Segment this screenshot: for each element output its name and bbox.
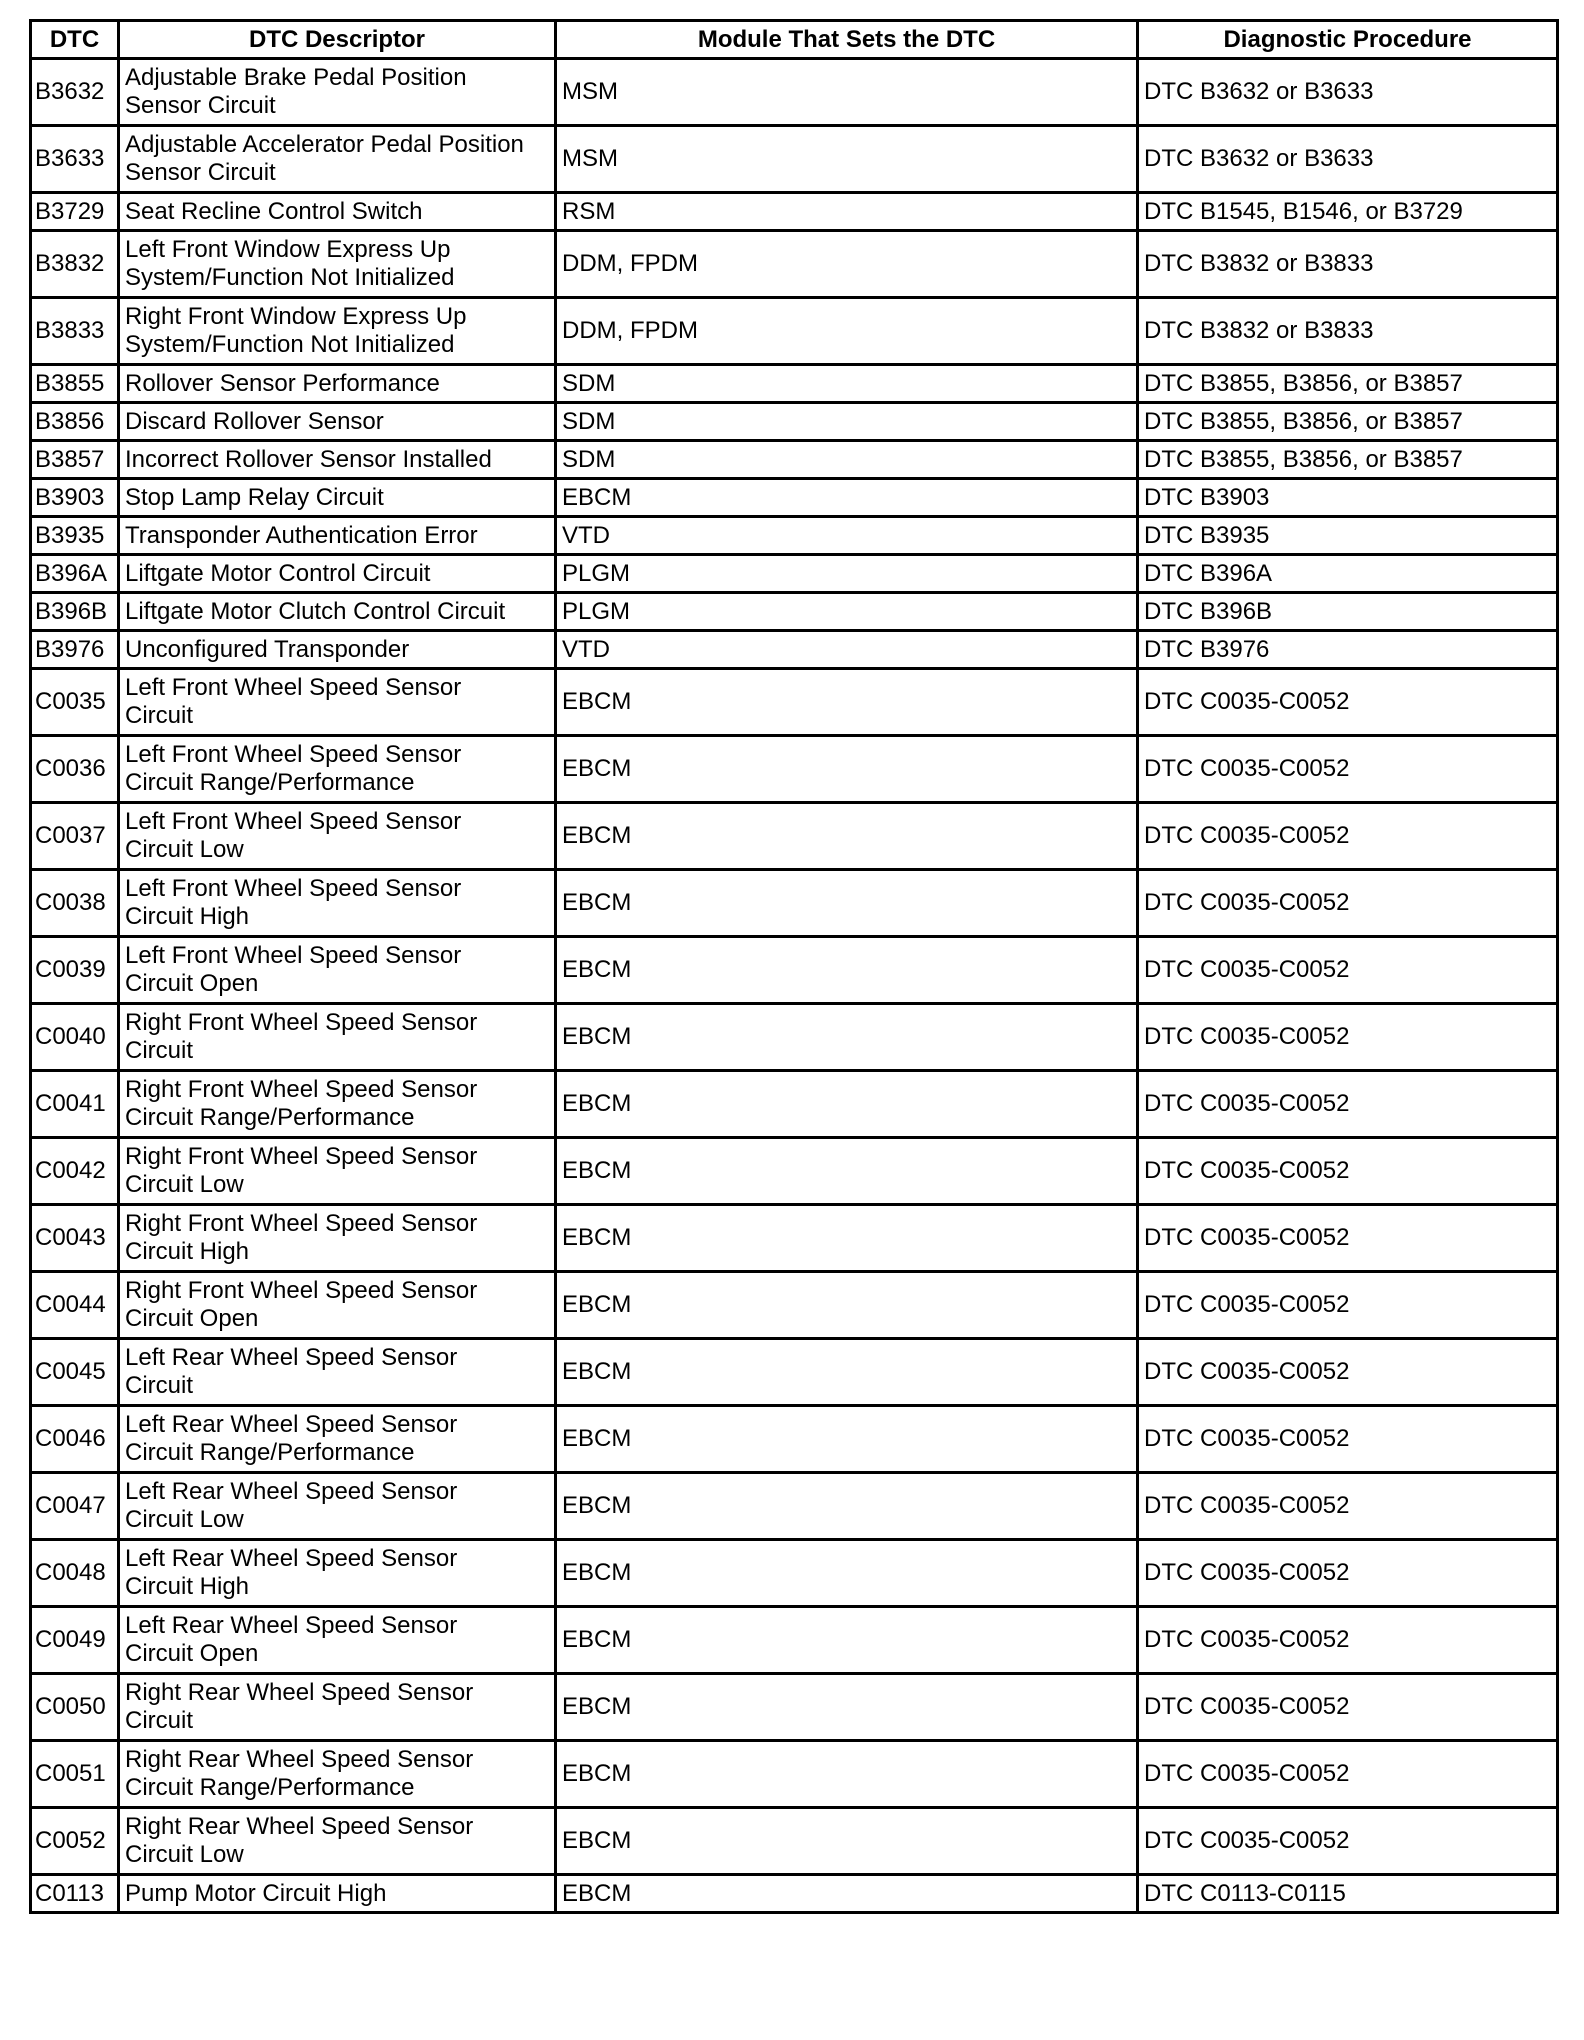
module-cell: EBCM xyxy=(556,1138,1138,1205)
dtc-descriptor-cell xyxy=(119,59,556,126)
module-cell: PLGM xyxy=(556,555,1138,593)
descriptor-line-1: Left Rear Wheel Speed Sensor xyxy=(125,1545,458,1572)
descriptor-line-1: Rollover Sensor Performance xyxy=(125,369,440,397)
table-row xyxy=(31,126,1558,193)
module-cell: EBCM xyxy=(556,479,1138,517)
dtc-descriptor-cell xyxy=(119,669,556,736)
table-row xyxy=(31,1071,1558,1138)
procedure-cell: DTC C0035-C0052 xyxy=(1138,1808,1558,1875)
dtc-code-cell: C0113 xyxy=(31,1875,119,1913)
descriptor-line-2: Circuit High xyxy=(125,1573,250,1600)
descriptor-line-1: Right Front Wheel Speed Sensor xyxy=(125,1143,478,1170)
dtc-code-cell: C0039 xyxy=(31,937,119,1004)
dtc-descriptor-cell xyxy=(119,1339,556,1406)
procedure-cell: DTC B3632 or B3633 xyxy=(1138,59,1558,126)
module-cell: EBCM xyxy=(556,736,1138,803)
descriptor-line-2: Circuit High xyxy=(125,1238,250,1265)
procedure-cell: DTC C0035-C0052 xyxy=(1138,803,1558,870)
descriptor-line-2: Circuit Range/Performance xyxy=(125,769,415,796)
module-cell: VTD xyxy=(556,517,1138,555)
dtc-descriptor-cell xyxy=(119,1674,556,1741)
descriptor-line-2: Circuit Open xyxy=(125,1305,259,1332)
dtc-descriptor-cell xyxy=(119,517,556,555)
table-row xyxy=(31,365,1558,403)
dtc-descriptor-cell xyxy=(119,441,556,479)
descriptor-line-1: Adjustable Brake Pedal Position xyxy=(125,64,467,91)
table-row xyxy=(31,1406,1558,1473)
procedure-cell: DTC C0035-C0052 xyxy=(1138,1473,1558,1540)
dtc-descriptor-cell xyxy=(119,1607,556,1674)
procedure-cell: DTC B3832 or B3833 xyxy=(1138,231,1558,298)
descriptor-line-1: Liftgate Motor Control Circuit xyxy=(125,559,431,587)
dtc-table xyxy=(29,19,1559,1914)
dtc-descriptor-cell xyxy=(119,1741,556,1808)
dtc-code-cell: B3729 xyxy=(31,193,119,231)
table-header-row xyxy=(31,21,1558,59)
module-cell: SDM xyxy=(556,365,1138,403)
procedure-cell: DTC C0035-C0052 xyxy=(1138,1741,1558,1808)
dtc-code-cell: B3855 xyxy=(31,365,119,403)
module-cell: EBCM xyxy=(556,1339,1138,1406)
procedure-cell: DTC B396B xyxy=(1138,593,1558,631)
module-cell: EBCM xyxy=(556,1607,1138,1674)
dtc-code-cell: B3632 xyxy=(31,59,119,126)
table-row xyxy=(31,1205,1558,1272)
descriptor-line-2: Circuit xyxy=(125,1707,194,1734)
descriptor-line-2: System/Function Not Initialized xyxy=(125,264,455,291)
dtc-descriptor-cell xyxy=(119,403,556,441)
descriptor-line-1: Adjustable Accelerator Pedal Position xyxy=(125,131,524,158)
descriptor-line-2: Circuit High xyxy=(125,903,250,930)
procedure-cell: DTC B3935 xyxy=(1138,517,1558,555)
descriptor-line-1: Left Front Wheel Speed Sensor xyxy=(125,741,462,768)
dtc-code-cell: C0042 xyxy=(31,1138,119,1205)
module-cell: EBCM xyxy=(556,1272,1138,1339)
dtc-descriptor-cell xyxy=(119,803,556,870)
descriptor-line-2: Circuit Low xyxy=(125,1171,244,1198)
procedure-cell: DTC B3632 or B3633 xyxy=(1138,126,1558,193)
module-cell: EBCM xyxy=(556,870,1138,937)
descriptor-line-1: Liftgate Motor Clutch Control Circuit xyxy=(125,597,506,625)
procedure-cell: DTC B396A xyxy=(1138,555,1558,593)
header-procedure: Diagnostic Procedure xyxy=(1138,21,1558,59)
descriptor-line-1: Right Rear Wheel Speed Sensor xyxy=(125,1813,474,1840)
descriptor-line-1: Right Front Wheel Speed Sensor xyxy=(125,1210,478,1237)
table-row xyxy=(31,231,1558,298)
dtc-descriptor-cell xyxy=(119,1138,556,1205)
dtc-code-cell: B3976 xyxy=(31,631,119,669)
module-cell: EBCM xyxy=(556,1071,1138,1138)
table-row xyxy=(31,1875,1558,1913)
dtc-code-cell: C0045 xyxy=(31,1339,119,1406)
descriptor-line-1: Transponder Authentication Error xyxy=(125,521,478,549)
descriptor-line-2: Circuit Low xyxy=(125,1841,244,1868)
module-cell: EBCM xyxy=(556,803,1138,870)
procedure-cell: DTC C0035-C0052 xyxy=(1138,1138,1558,1205)
dtc-code-cell: C0048 xyxy=(31,1540,119,1607)
descriptor-line-1: Discard Rollover Sensor xyxy=(125,407,384,435)
procedure-cell: DTC C0035-C0052 xyxy=(1138,736,1558,803)
dtc-code-cell: B3903 xyxy=(31,479,119,517)
descriptor-line-2: Circuit Low xyxy=(125,1506,244,1533)
table-row xyxy=(31,403,1558,441)
procedure-cell: DTC C0035-C0052 xyxy=(1138,937,1558,1004)
module-cell: SDM xyxy=(556,403,1138,441)
dtc-descriptor-cell xyxy=(119,1540,556,1607)
dtc-code-cell: C0052 xyxy=(31,1808,119,1875)
table-row xyxy=(31,517,1558,555)
dtc-code-cell: B396B xyxy=(31,593,119,631)
module-cell: EBCM xyxy=(556,1540,1138,1607)
table-row xyxy=(31,1741,1558,1808)
dtc-code-cell: B3833 xyxy=(31,298,119,365)
table-row xyxy=(31,937,1558,1004)
table-row xyxy=(31,870,1558,937)
descriptor-line-1: Right Front Wheel Speed Sensor xyxy=(125,1076,478,1103)
dtc-descriptor-cell xyxy=(119,1071,556,1138)
dtc-descriptor-cell xyxy=(119,1272,556,1339)
module-cell: EBCM xyxy=(556,1473,1138,1540)
procedure-cell: DTC C0113-C0115 xyxy=(1138,1875,1558,1913)
procedure-cell: DTC C0035-C0052 xyxy=(1138,1607,1558,1674)
header-descriptor: DTC Descriptor xyxy=(119,21,556,59)
table-row xyxy=(31,1004,1558,1071)
dtc-descriptor-cell xyxy=(119,1473,556,1540)
module-cell: DDM, FPDM xyxy=(556,231,1138,298)
table-row xyxy=(31,803,1558,870)
module-cell: PLGM xyxy=(556,593,1138,631)
module-cell: VTD xyxy=(556,631,1138,669)
dtc-descriptor-cell xyxy=(119,736,556,803)
dtc-descriptor-cell xyxy=(119,1875,556,1913)
procedure-cell: DTC C0035-C0052 xyxy=(1138,1406,1558,1473)
procedure-cell: DTC C0035-C0052 xyxy=(1138,669,1558,736)
descriptor-line-1: Left Front Window Express Up xyxy=(125,236,451,263)
table-row xyxy=(31,1138,1558,1205)
procedure-cell: DTC C0035-C0052 xyxy=(1138,870,1558,937)
procedure-cell: DTC C0035-C0052 xyxy=(1138,1004,1558,1071)
dtc-descriptor-cell xyxy=(119,231,556,298)
table-row xyxy=(31,1808,1558,1875)
table-row xyxy=(31,669,1558,736)
dtc-descriptor-cell xyxy=(119,1004,556,1071)
procedure-cell: DTC C0035-C0052 xyxy=(1138,1540,1558,1607)
dtc-code-cell: C0038 xyxy=(31,870,119,937)
header-module: Module That Sets the DTC xyxy=(556,21,1138,59)
procedure-cell: DTC B3976 xyxy=(1138,631,1558,669)
descriptor-line-2: Sensor Circuit xyxy=(125,92,276,119)
header-dtc: DTC xyxy=(31,21,119,59)
dtc-code-cell: C0049 xyxy=(31,1607,119,1674)
table-row xyxy=(31,59,1558,126)
descriptor-line-1: Left Rear Wheel Speed Sensor xyxy=(125,1344,458,1371)
descriptor-line-1: Right Front Wheel Speed Sensor xyxy=(125,1009,478,1036)
dtc-descriptor-cell xyxy=(119,298,556,365)
dtc-code-cell: C0046 xyxy=(31,1406,119,1473)
descriptor-line-2: Circuit xyxy=(125,1037,194,1064)
dtc-code-cell: C0040 xyxy=(31,1004,119,1071)
dtc-code-cell: C0044 xyxy=(31,1272,119,1339)
descriptor-line-2: Sensor Circuit xyxy=(125,159,276,186)
procedure-cell: DTC C0035-C0052 xyxy=(1138,1339,1558,1406)
module-cell: MSM xyxy=(556,59,1138,126)
dtc-code-cell: C0051 xyxy=(31,1741,119,1808)
procedure-cell: DTC C0035-C0052 xyxy=(1138,1205,1558,1272)
dtc-code-cell: C0036 xyxy=(31,736,119,803)
module-cell: MSM xyxy=(556,126,1138,193)
dtc-code-cell: B3857 xyxy=(31,441,119,479)
module-cell: EBCM xyxy=(556,1875,1138,1913)
dtc-code-cell: C0035 xyxy=(31,669,119,736)
procedure-cell: DTC B3855, B3856, or B3857 xyxy=(1138,365,1558,403)
dtc-descriptor-cell xyxy=(119,593,556,631)
dtc-descriptor-cell xyxy=(119,1808,556,1875)
descriptor-line-2: Circuit Range/Performance xyxy=(125,1439,415,1466)
descriptor-line-1: Left Rear Wheel Speed Sensor xyxy=(125,1612,458,1639)
table-row xyxy=(31,631,1558,669)
module-cell: EBCM xyxy=(556,1004,1138,1071)
descriptor-line-1: Left Rear Wheel Speed Sensor xyxy=(125,1411,458,1438)
descriptor-line-1: Right Rear Wheel Speed Sensor xyxy=(125,1679,474,1706)
module-cell: EBCM xyxy=(556,937,1138,1004)
table-row xyxy=(31,1473,1558,1540)
procedure-cell: DTC B3903 xyxy=(1138,479,1558,517)
dtc-code-cell: B3832 xyxy=(31,231,119,298)
descriptor-line-1: Seat Recline Control Switch xyxy=(125,197,423,225)
dtc-code-cell: C0043 xyxy=(31,1205,119,1272)
module-cell: EBCM xyxy=(556,669,1138,736)
dtc-descriptor-cell xyxy=(119,126,556,193)
table-row xyxy=(31,736,1558,803)
descriptor-line-2: Circuit xyxy=(125,1372,194,1399)
module-cell: EBCM xyxy=(556,1406,1138,1473)
table-row xyxy=(31,593,1558,631)
table-row xyxy=(31,1272,1558,1339)
descriptor-line-2: Circuit xyxy=(125,702,194,729)
table-row xyxy=(31,555,1558,593)
module-cell: SDM xyxy=(556,441,1138,479)
descriptor-line-1: Left Rear Wheel Speed Sensor xyxy=(125,1478,458,1505)
descriptor-line-1: Left Front Wheel Speed Sensor xyxy=(125,674,462,701)
dtc-descriptor-cell xyxy=(119,870,556,937)
dtc-descriptor-cell xyxy=(119,1205,556,1272)
module-cell: EBCM xyxy=(556,1741,1138,1808)
module-cell: EBCM xyxy=(556,1808,1138,1875)
dtc-code-cell: C0037 xyxy=(31,803,119,870)
dtc-descriptor-cell xyxy=(119,365,556,403)
table-row xyxy=(31,1607,1558,1674)
dtc-code-cell: C0050 xyxy=(31,1674,119,1741)
module-cell: RSM xyxy=(556,193,1138,231)
descriptor-line-2: System/Function Not Initialized xyxy=(125,331,455,358)
dtc-code-cell: B396A xyxy=(31,555,119,593)
procedure-cell: DTC B3832 or B3833 xyxy=(1138,298,1558,365)
dtc-descriptor-cell xyxy=(119,631,556,669)
descriptor-line-1: Left Front Wheel Speed Sensor xyxy=(125,808,462,835)
procedure-cell: DTC B3855, B3856, or B3857 xyxy=(1138,441,1558,479)
procedure-cell: DTC B1545, B1546, or B3729 xyxy=(1138,193,1558,231)
module-cell: EBCM xyxy=(556,1674,1138,1741)
dtc-descriptor-cell xyxy=(119,1406,556,1473)
descriptor-line-1: Left Front Wheel Speed Sensor xyxy=(125,942,462,969)
table-row xyxy=(31,441,1558,479)
dtc-code-cell: B3633 xyxy=(31,126,119,193)
descriptor-line-2: Circuit Open xyxy=(125,1640,259,1667)
dtc-code-cell: B3856 xyxy=(31,403,119,441)
descriptor-line-1: Stop Lamp Relay Circuit xyxy=(125,483,384,511)
dtc-descriptor-cell xyxy=(119,193,556,231)
table-row xyxy=(31,298,1558,365)
dtc-code-cell: C0041 xyxy=(31,1071,119,1138)
descriptor-line-1: Right Front Window Express Up xyxy=(125,303,467,330)
table-row xyxy=(31,1540,1558,1607)
table-row xyxy=(31,193,1558,231)
dtc-descriptor-cell xyxy=(119,479,556,517)
descriptor-line-2: Circuit Range/Performance xyxy=(125,1104,415,1131)
descriptor-line-1: Right Front Wheel Speed Sensor xyxy=(125,1277,478,1304)
table-row xyxy=(31,1339,1558,1406)
descriptor-line-1: Right Rear Wheel Speed Sensor xyxy=(125,1746,474,1773)
procedure-cell: DTC C0035-C0052 xyxy=(1138,1071,1558,1138)
module-cell: EBCM xyxy=(556,1205,1138,1272)
descriptor-line-1: Incorrect Rollover Sensor Installed xyxy=(125,445,492,473)
descriptor-line-1: Unconfigured Transponder xyxy=(125,635,410,663)
table-row xyxy=(31,1674,1558,1741)
dtc-code-cell: C0047 xyxy=(31,1473,119,1540)
procedure-cell: DTC C0035-C0052 xyxy=(1138,1674,1558,1741)
dtc-code-cell: B3935 xyxy=(31,517,119,555)
procedure-cell: DTC B3855, B3856, or B3857 xyxy=(1138,403,1558,441)
descriptor-line-2: Circuit Low xyxy=(125,836,244,863)
table-row xyxy=(31,479,1558,517)
procedure-cell: DTC C0035-C0052 xyxy=(1138,1272,1558,1339)
descriptor-line-2: Circuit Range/Performance xyxy=(125,1774,415,1801)
descriptor-line-2: Circuit Open xyxy=(125,970,259,997)
dtc-descriptor-cell xyxy=(119,555,556,593)
descriptor-line-1: Pump Motor Circuit High xyxy=(125,1879,387,1907)
dtc-descriptor-cell xyxy=(119,937,556,1004)
descriptor-line-1: Left Front Wheel Speed Sensor xyxy=(125,875,462,902)
module-cell: DDM, FPDM xyxy=(556,298,1138,365)
table-body xyxy=(31,59,1558,1913)
